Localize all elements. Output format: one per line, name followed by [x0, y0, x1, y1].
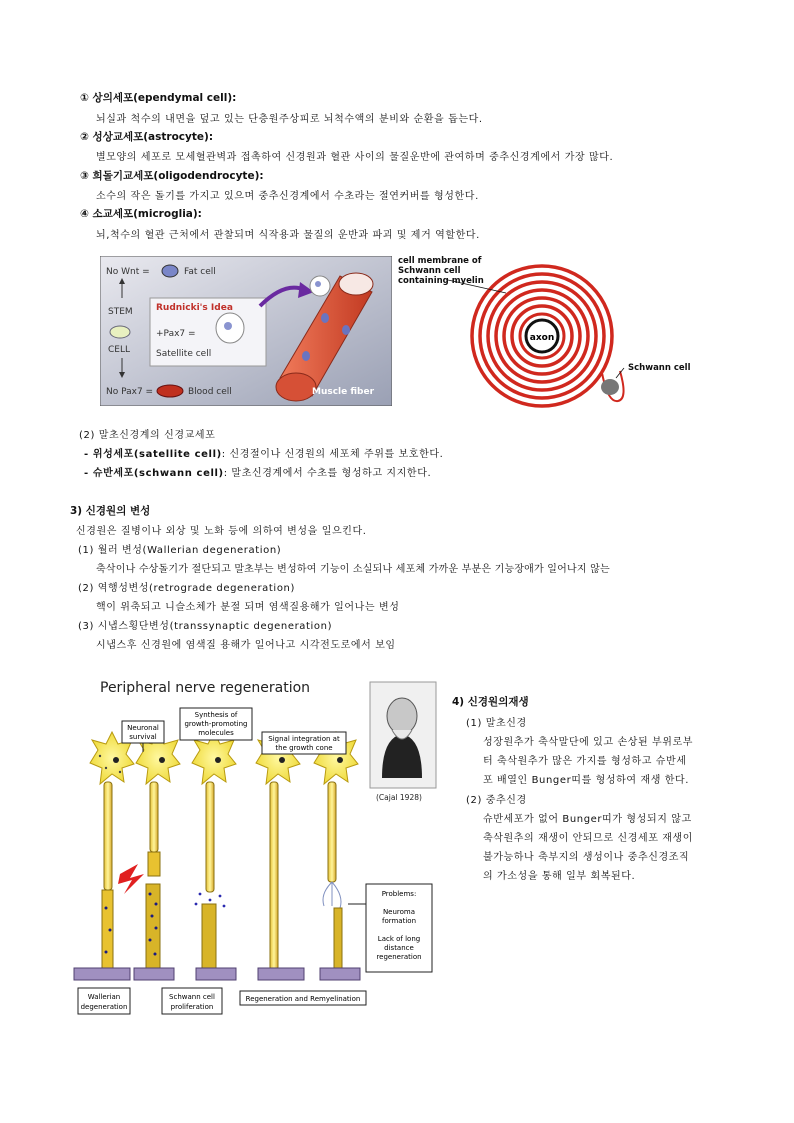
glia-item-2-title: ② 성상교세포(astrocyte):	[80, 131, 214, 143]
wallerian-label-2: degeneration	[80, 1003, 128, 1011]
wallerian-head: (1) 월러 변성(Wallerian degeneration)	[78, 545, 282, 556]
central-head: (2) 중추신경	[466, 795, 527, 806]
schwann-cell-label: Schwann cell	[628, 363, 691, 373]
schwann-nucleus-icon	[601, 379, 619, 395]
glia-item-3-title: ③ 희돌기교세포(oligodendrocyte):	[80, 170, 264, 182]
problems-line-1: Problems:	[381, 890, 417, 898]
synthesis-label-1: Synthesis of	[194, 711, 238, 719]
no-wnt-label: No Wnt =	[106, 267, 150, 277]
no-pax7-label: No Pax7 =	[106, 387, 154, 397]
glia-item-4-title: ④ 소교세포(microglia):	[80, 208, 202, 220]
pax7-label: +Pax7 =	[156, 329, 196, 339]
schwann-prolif-label-2: proliferation	[170, 1003, 214, 1011]
satellite-cell-item: - 위성세포(satellite cell): 신경절이나 신경원의 세포체 주위를 보호한다.	[84, 449, 444, 460]
satellite-cell-label: Satellite cell	[156, 349, 212, 359]
wallerian-desc: 축삭이나 수상돌기가 절단되고 말초부는 변성하여 기능이 소실되나 세포체 가까운 부분은 기능장애가 일어나지 않는	[96, 564, 610, 575]
problems-line-4: formation	[381, 917, 417, 925]
synthesis-label-3: molecules	[198, 729, 234, 737]
membrane-label-line1: cell membrane of	[398, 256, 482, 266]
problems-line-8: regeneration	[376, 953, 422, 961]
retrograde-head: (2) 역행성변성(retrograde degeneration)	[78, 583, 295, 594]
fat-cell-label: Fat cell	[184, 267, 216, 277]
membrane-label-line2: Schwann cell	[398, 266, 461, 276]
regeneration-title: 4) 신경원의재생	[452, 696, 529, 708]
peripheral-line-3: 포 배열인 Bunger띠를 형성하여 재생 한다.	[483, 775, 690, 786]
wallerian-label-1: Wallerian	[87, 993, 121, 1001]
degeneration-title: 3) 신경원의 변성	[70, 505, 151, 517]
nerve-regeneration-figure	[70, 668, 440, 1020]
glia-item-1-title: ① 상의세포(ependymal cell):	[80, 92, 237, 104]
peripheral-head: (1) 말초신경	[466, 718, 527, 729]
stem-cell-icon	[110, 326, 130, 338]
blood-cell-label: Blood cell	[188, 387, 232, 397]
glia-item-1-desc: 뇌실과 척수의 내면을 덮고 있는 단층원주상피로 뇌척수액의 분비와 순환을 돕는다.	[96, 114, 483, 125]
peripheral-line-2: 터 축삭원추가 많은 가지를 형성하고 슈반세	[483, 756, 687, 767]
membrane-label-line3: containing myelin	[398, 276, 484, 286]
signal-label-2: the growth cone	[275, 744, 333, 752]
blood-cell-icon	[157, 385, 183, 397]
synthesis-label-2: growth-promoting	[184, 720, 248, 728]
central-line-3: 불가능하나 축부지의 생성이나 중추신경조직	[483, 852, 690, 863]
glia-item-4-desc: 뇌,척수의 혈관 근처에서 관찰되며 식작용과 물질의 운반과 파괴 및 제거 역할한다.	[96, 230, 480, 241]
pns-glia-heading: (2) 말초신경계의 신경교세포	[79, 430, 216, 441]
central-line-1: 슈반세포가 없어 Bunger띠가 형성되지 않고	[483, 814, 692, 825]
degeneration-intro: 신경원은 질병이나 외상 및 노화 등에 의하여 변성을 일으킨다.	[76, 526, 367, 537]
transsynaptic-desc: 시냅스후 신경원에 염색질 용해가 일어나고 시각전도로에서 보임	[96, 640, 396, 651]
regen-remyelination-label: Regeneration and Remyelination	[245, 995, 361, 1003]
stem-label: STEM	[108, 307, 133, 317]
problems-line-6: Lack of long	[377, 935, 421, 943]
cell-label: CELL	[108, 345, 130, 355]
axon-label: axon	[529, 333, 555, 343]
glia-item-3-desc: 소수의 작은 돌기를 가지고 있으며 중추신경계에서 수초라는 절연커버를 형성한다.	[96, 191, 479, 202]
retrograde-desc: 핵이 위축되고 니슬소체가 분절 되며 염색질용해가 일어나는 변성	[96, 602, 400, 613]
peripheral-line-1: 성장원추가 축삭말단에 있고 손상된 부위로부	[483, 737, 694, 748]
neuronal-survival-label-1: Neuronal	[127, 724, 159, 732]
neuronal-survival-label-2: survival	[129, 733, 157, 741]
central-line-2: 축삭원추의 재생이 안되므로 신경세포 재생이	[483, 833, 694, 844]
problems-line-3: Neuroma	[382, 908, 416, 916]
problems-line-7: distance	[384, 944, 414, 952]
schwann-prolif-label-1: Schwann cell	[169, 993, 215, 1001]
figure-title: Peripheral nerve regeneration	[100, 680, 311, 696]
muscle-fiber-label: Muscle fiber	[312, 387, 375, 397]
schwann-cell-item: - 슈반세포(schwann cell): 말초신경계에서 수초를 형성하고 지지한다.	[84, 468, 432, 479]
fat-cell-icon	[162, 265, 178, 277]
signal-label-1: Signal integration at	[268, 735, 340, 743]
glia-item-2-desc: 별모양의 세포로 모세혈관벽과 접촉하여 신경원과 혈관 사이의 물질운반에 관여하며 중추신경계에서 가장 많다.	[96, 152, 614, 163]
cajal-portrait	[370, 682, 436, 788]
cajal-caption: (Cajal 1928)	[376, 793, 422, 802]
stem-cell-figure	[100, 256, 392, 406]
transsynaptic-head: (3) 시냅스횡단변성(transsynaptic degeneration)	[78, 621, 333, 632]
central-line-4: 의 가소성을 통해 일부 회복된다.	[483, 871, 636, 882]
myelin-spiral-figure	[396, 253, 692, 410]
rudnicki-idea-label: Rudnicki's Idea	[156, 303, 233, 313]
